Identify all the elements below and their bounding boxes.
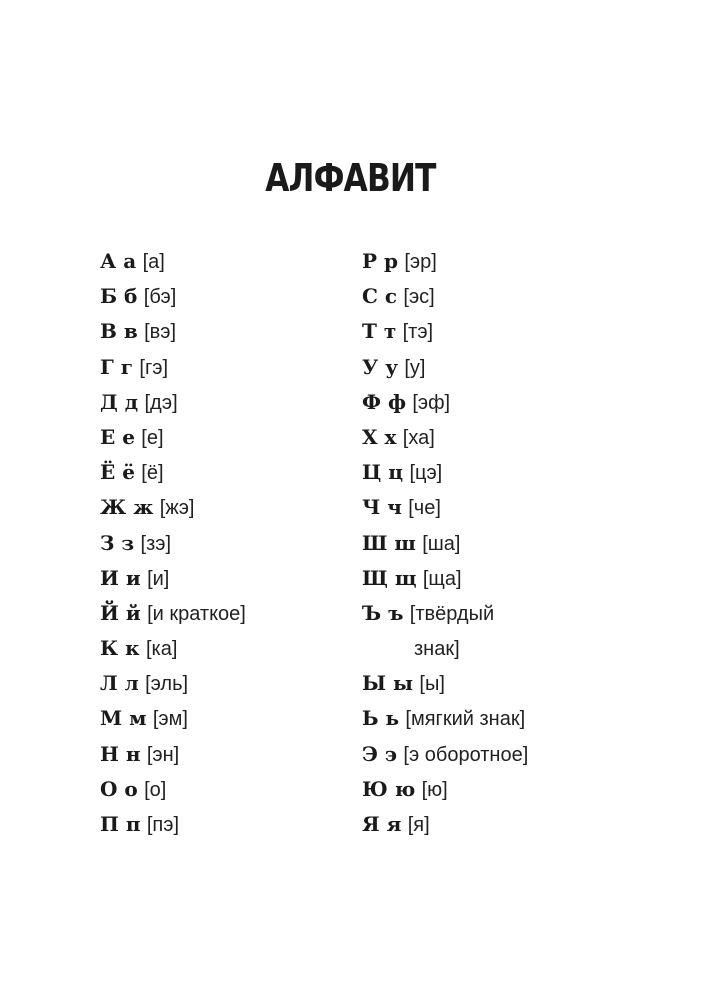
page-title: АЛФАВИТ: [265, 156, 436, 200]
letter-pair: Ц ц: [362, 460, 404, 485]
letter-pair: Ш ш: [362, 530, 416, 555]
alphabet-entry: [100, 279, 350, 314]
letter-pair: И и: [100, 565, 141, 590]
alphabet-entry: [100, 350, 350, 385]
alphabet-entry: [100, 737, 350, 772]
letter-pair: П п: [100, 812, 141, 836]
letter-name: [ё]: [141, 462, 164, 485]
letter-pair: А а: [100, 249, 137, 273]
letter-pair: Ъ ъ: [362, 600, 404, 625]
alphabet-entry: [100, 772, 350, 807]
letter-pair: Р р: [362, 249, 398, 273]
letter-name: [а]: [142, 251, 165, 273]
letter-name: [зэ]: [140, 532, 172, 555]
letter-pair: Е е: [100, 424, 135, 449]
alphabet-entry: [362, 807, 612, 842]
letter-pair: С с: [362, 284, 398, 309]
letter-name: [ю]: [421, 778, 448, 801]
letter-pair: Т т: [362, 319, 397, 344]
alphabet-entry: [362, 701, 612, 736]
letter-pair: Ы ы: [362, 671, 414, 696]
letter-pair: З з: [100, 530, 135, 555]
letter-pair: О о: [100, 776, 138, 801]
alphabet-entry: [100, 561, 350, 596]
alphabet-entry: [362, 490, 612, 525]
letter-name: [че]: [408, 497, 441, 520]
letter-pair: Н н: [100, 741, 141, 766]
letter-name: [ка]: [145, 638, 178, 661]
letter-name: [жэ]: [159, 497, 195, 520]
letter-name: [эм]: [152, 708, 188, 731]
letter-name: [ха]: [402, 426, 435, 449]
letter-name: [пэ]: [146, 814, 180, 836]
letter-pair: Л л: [100, 671, 139, 696]
alphabet-entry: [100, 420, 350, 455]
letter-name: [и]: [147, 567, 170, 590]
alphabet-entry: [362, 244, 612, 279]
letter-name: [эс]: [403, 286, 435, 309]
alphabet-entry: [100, 244, 350, 279]
letter-pair: Ж ж: [100, 495, 154, 520]
letter-name: [бэ]: [143, 286, 177, 309]
alphabet-entry: [100, 314, 350, 349]
letter-pair: Щ щ: [362, 565, 417, 590]
letter-name: [эф]: [412, 391, 451, 414]
alphabet-entry: [100, 701, 350, 736]
alphabet-entry: [362, 596, 612, 631]
alphabet-entry: [100, 490, 350, 525]
alphabet-entry: [100, 666, 350, 701]
alphabet-entry: [362, 279, 612, 314]
letter-pair: Й й: [100, 600, 141, 625]
letter-pair: У у: [362, 354, 398, 379]
letter-pair: Ч ч: [362, 495, 402, 520]
letter-name: [и краткое]: [147, 602, 246, 625]
alphabet-entry: [362, 526, 612, 561]
alphabet-entry: [362, 455, 612, 490]
letter-pair: К к: [100, 636, 140, 661]
letter-name: [твёрдый: [409, 602, 495, 625]
alphabet-entry: [100, 455, 350, 490]
letter-pair: Г г: [100, 354, 134, 379]
letter-name: [о]: [144, 778, 167, 801]
letter-pair: Б б: [100, 284, 138, 309]
letter-name: [ша]: [422, 532, 461, 555]
alphabet-entry: [362, 666, 612, 701]
alphabet-entry: [100, 526, 350, 561]
alphabet-entry: [100, 385, 350, 420]
letter-pair: Х х: [362, 424, 397, 449]
letter-name: [эль]: [145, 673, 189, 696]
letter-pair: Э э: [362, 741, 398, 766]
letter-name: [вэ]: [144, 321, 177, 344]
alphabet-right-column: [362, 244, 612, 842]
alphabet-entry: [100, 596, 350, 631]
letter-pair: М м: [100, 706, 147, 731]
alphabet-entry: [100, 631, 350, 666]
alphabet-entry: [362, 314, 612, 349]
letter-name: [эр]: [404, 251, 437, 273]
alphabet-entry: [100, 807, 350, 842]
letter-name: [мягкий знак]: [405, 708, 526, 731]
letter-pair: Ё ё: [100, 460, 135, 485]
alphabet-entry: [362, 350, 612, 385]
letter-name: [тэ]: [402, 321, 434, 344]
letter-name: [гэ]: [139, 356, 169, 379]
alphabet-entry-continuation: [362, 631, 612, 666]
letter-pair: Д д: [100, 389, 139, 414]
letter-name: [ы]: [419, 673, 445, 696]
letter-name: [у]: [404, 356, 426, 379]
letter-name: [е]: [141, 426, 164, 449]
letter-pair: Ь ь: [362, 706, 400, 731]
alphabet-entry: [362, 385, 612, 420]
letter-name: [э оборотное]: [403, 743, 529, 766]
alphabet-left-column: [100, 244, 350, 842]
letter-pair: Ю ю: [362, 776, 416, 801]
letter-name: [я]: [407, 814, 430, 836]
letter-pair: В в: [100, 319, 138, 344]
alphabet-entry: [362, 420, 612, 455]
letter-pair: Ф ф: [362, 389, 406, 414]
letter-name: [эн]: [146, 743, 180, 766]
letter-name: [ща]: [422, 567, 462, 590]
letter-pair: Я я: [362, 812, 402, 836]
alphabet-entry: [362, 737, 612, 772]
letter-name: [цэ]: [409, 462, 443, 485]
alphabet-entry: [362, 561, 612, 596]
alphabet-entry: [362, 772, 612, 807]
letter-name: [дэ]: [144, 391, 178, 414]
letter-name-continued: знак]: [414, 638, 460, 661]
